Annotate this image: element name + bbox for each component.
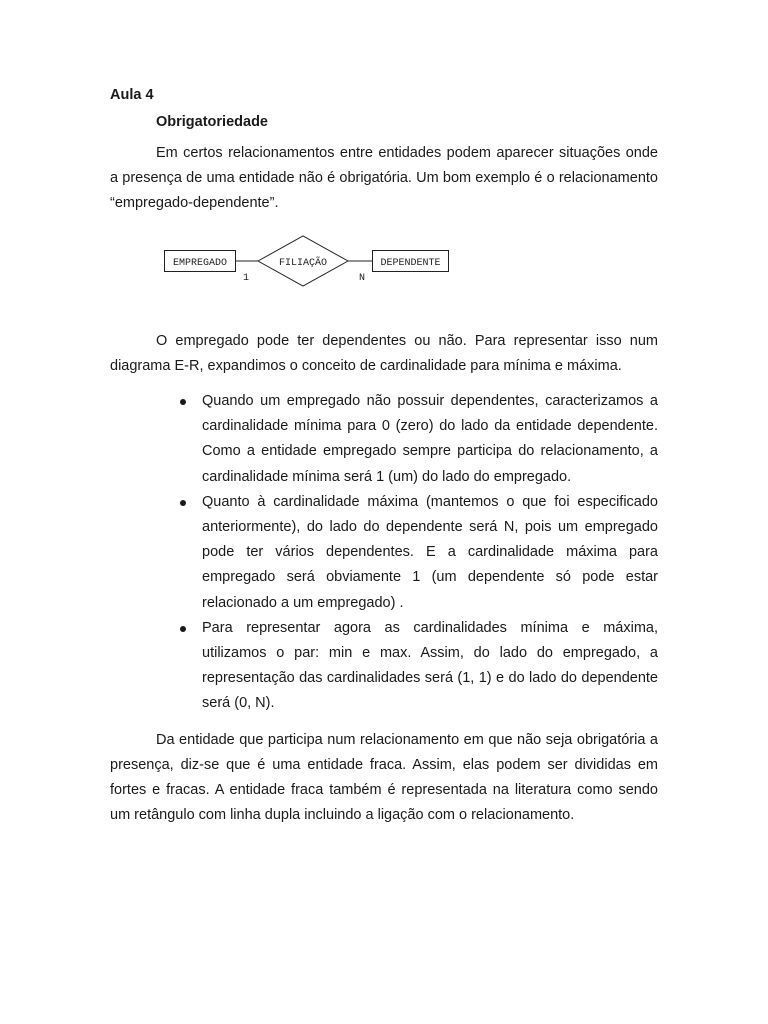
list-item bbox=[202, 490, 658, 616]
lesson-title: Aula 4 bbox=[110, 87, 154, 103]
entity-label-empregado: EMPREGADO bbox=[172, 257, 228, 269]
bullet-icon bbox=[180, 399, 186, 405]
list-item bbox=[202, 389, 658, 490]
document-page bbox=[110, 84, 658, 828]
entity-label-dependente: DEPENDENTE bbox=[380, 257, 441, 269]
list-item-text: Para representar agora as cardinalidades mínima e máxima, utilizamos o par: min e max. Assim, do lado do empregado, a representação das cardinalidades será (1, 1) e do lado do dependente será (0, N). bbox=[202, 619, 658, 712]
intro-paragraph: Em certos relacionamentos entre entidades podem aparecer situações onde a presença de uma entidade não é obrigatória. Um bom exemplo é o relacionamento “empregado-dependente”. bbox=[110, 145, 658, 212]
bullet-icon bbox=[180, 500, 186, 506]
bullet-icon bbox=[180, 626, 186, 632]
list-item-text: Quanto à cardinalidade máxima (mantemos o que foi especificado anteriormente), do lado do dependente será N, pois um empregado pode ter vários dependentes. E a cardinalidade máxima para empregado será obviamente 1 (um dependente só pode estar relacionado a um empregado) . bbox=[202, 493, 658, 611]
paragraph-weak-entity: Da entidade que participa num relacionamento em que não seja obrigatória a presença, diz-se que é uma entidade fraca. Assim, elas podem ser divididas em fortes e fracas. A entidade fraca também é representada na literatura como sendo um retângulo com linha dupla incluindo a ligação com o relacionamento. bbox=[110, 731, 658, 824]
bullet-list bbox=[110, 389, 658, 717]
cardinality-right: N bbox=[358, 272, 366, 284]
cardinality-left: 1 bbox=[242, 272, 250, 284]
er-diagram bbox=[110, 235, 658, 301]
list-item bbox=[202, 616, 658, 717]
relationship-label-filiacao: FILIAÇÃO bbox=[278, 257, 328, 269]
list-item-text: Quando um empregado não possuir dependentes, caracterizamos a cardinalidade mínima para 0 (zero) do lado da entidade dependente. Como a entidade empregado sempre participa do relacionamento, a cardinalidade mínima será 1 (um) do lado do empregado. bbox=[202, 393, 658, 485]
er-diagram-svg bbox=[110, 235, 658, 301]
section-title: Obrigatoriedade bbox=[156, 114, 268, 130]
paragraph-cardinality-intro: O empregado pode ter dependentes ou não. Para representar isso num diagrama E-R, expandimos o conceito de cardinalidade para mínima e máxima. bbox=[110, 332, 658, 374]
